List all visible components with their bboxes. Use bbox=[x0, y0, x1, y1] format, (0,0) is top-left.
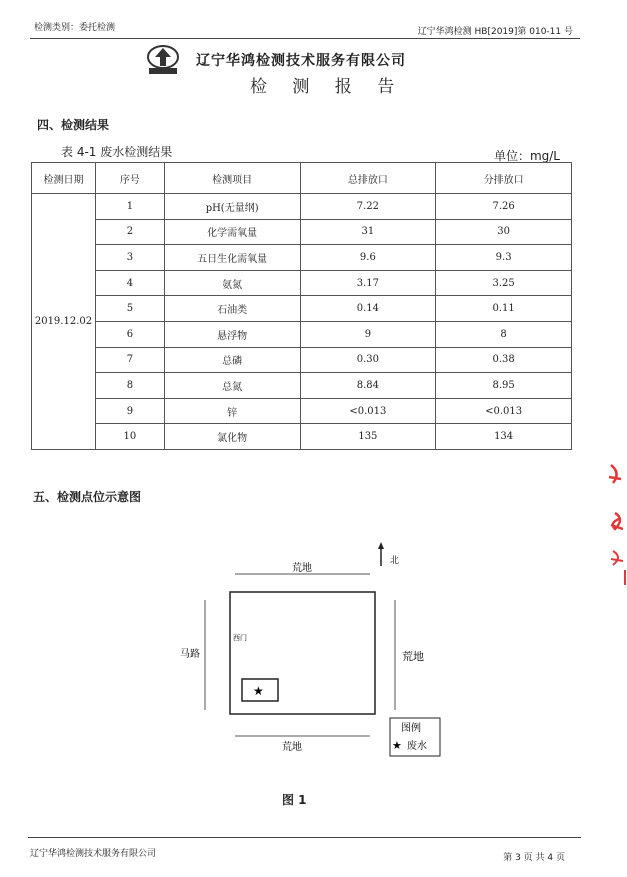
header-category: 检测类别：委托检测 bbox=[34, 23, 116, 33]
row-item: pH(无量纲) bbox=[164, 194, 300, 220]
header-report-number: 辽宁华鸿检测 HB[2019]第 010-11 号 bbox=[417, 27, 573, 37]
row-total-value: 9.6 bbox=[300, 245, 436, 271]
row-branch-value: 7.26 bbox=[436, 194, 572, 220]
sampling-location-map bbox=[160, 538, 460, 768]
row-total-value: 0.14 bbox=[300, 296, 436, 322]
left-label: 马路 bbox=[180, 649, 200, 660]
figure-caption: 图 1 bbox=[282, 793, 307, 807]
col-header-date: 检测日期 bbox=[32, 163, 96, 194]
table-row bbox=[32, 347, 572, 373]
table-row bbox=[32, 270, 572, 296]
top-label: 荒地 bbox=[292, 563, 312, 574]
col-header-item: 检测项目 bbox=[164, 163, 300, 194]
row-number: 2 bbox=[95, 219, 164, 245]
wastewater-results-table bbox=[31, 162, 572, 450]
table-row bbox=[32, 219, 572, 245]
row-item: 氯化物 bbox=[164, 424, 300, 450]
row-branch-value: 8.95 bbox=[436, 373, 572, 399]
table-row bbox=[32, 194, 572, 220]
right-label: 荒地 bbox=[402, 650, 424, 663]
company-logo-icon bbox=[145, 44, 181, 76]
row-branch-value: 8 bbox=[436, 321, 572, 347]
row-branch-value: 3.25 bbox=[436, 270, 572, 296]
footer-page-number: 第 3 页 共 4 页 bbox=[503, 853, 565, 863]
table-row bbox=[32, 321, 572, 347]
footer-divider bbox=[28, 837, 581, 838]
row-number: 4 bbox=[95, 270, 164, 296]
report-title: 检 测 报 告 bbox=[250, 77, 405, 97]
table-row bbox=[32, 296, 572, 322]
table-caption: 表 4-1 废水检测结果 bbox=[61, 145, 173, 159]
row-total-value: 31 bbox=[300, 219, 436, 245]
row-total-value: 0.30 bbox=[300, 347, 436, 373]
row-total-value: <0.013 bbox=[300, 398, 436, 424]
table-row bbox=[32, 373, 572, 399]
row-total-value: 8.84 bbox=[300, 373, 436, 399]
row-total-value: 9 bbox=[300, 321, 436, 347]
wastewater-star-icon: ★ bbox=[253, 684, 264, 698]
col-header-no: 序号 bbox=[95, 163, 164, 194]
row-branch-value: 134 bbox=[436, 424, 572, 450]
north-arrowhead-icon bbox=[378, 542, 384, 549]
row-item: 石油类 bbox=[164, 296, 300, 322]
table-row bbox=[32, 398, 572, 424]
col-header-total-outlet: 总排放口 bbox=[300, 163, 436, 194]
row-item: 氨氮 bbox=[164, 270, 300, 296]
row-number: 5 bbox=[95, 296, 164, 322]
row-total-value: 3.17 bbox=[300, 270, 436, 296]
partial-seal-stamp-icon bbox=[605, 455, 627, 585]
row-item: 总磷 bbox=[164, 347, 300, 373]
header-divider bbox=[30, 38, 580, 39]
legend-star-icon: ★ bbox=[392, 739, 402, 752]
row-number: 8 bbox=[95, 373, 164, 399]
row-branch-value: 30 bbox=[436, 219, 572, 245]
company-name: 辽宁华鸿检测技术服务有限公司 bbox=[196, 53, 406, 69]
footer-company: 辽宁华鸿检测技术服务有限公司 bbox=[30, 849, 157, 859]
row-number: 10 bbox=[95, 424, 164, 450]
row-number: 3 bbox=[95, 245, 164, 271]
gate-label: 西门 bbox=[233, 634, 247, 642]
sampling-date: 2019.12.02 bbox=[32, 194, 96, 450]
row-item: 总氮 bbox=[164, 373, 300, 399]
row-branch-value: 0.38 bbox=[436, 347, 572, 373]
row-item: 化学需氧量 bbox=[164, 219, 300, 245]
row-number: 1 bbox=[95, 194, 164, 220]
row-item: 五日生化需氧量 bbox=[164, 245, 300, 271]
table-row bbox=[32, 245, 572, 271]
row-item: 悬浮物 bbox=[164, 321, 300, 347]
row-item: 锌 bbox=[164, 398, 300, 424]
row-branch-value: <0.013 bbox=[436, 398, 572, 424]
row-number: 7 bbox=[95, 347, 164, 373]
north-label: 北 bbox=[390, 556, 400, 566]
legend-title: 图例 bbox=[401, 723, 421, 734]
table-row bbox=[32, 424, 572, 450]
row-total-value: 7.22 bbox=[300, 194, 436, 220]
section4-title: 四、检测结果 bbox=[37, 118, 110, 132]
bottom-label: 荒地 bbox=[282, 742, 302, 753]
site-boundary bbox=[230, 592, 375, 714]
col-header-branch-outlet: 分排放口 bbox=[436, 163, 572, 194]
unit-label: 单位：mg/L bbox=[493, 149, 560, 163]
row-number: 9 bbox=[95, 398, 164, 424]
table-header-row bbox=[32, 163, 572, 194]
row-branch-value: 9.3 bbox=[436, 245, 572, 271]
row-branch-value: 0.11 bbox=[436, 296, 572, 322]
row-total-value: 135 bbox=[300, 424, 436, 450]
row-number: 6 bbox=[95, 321, 164, 347]
legend-item-label: 废水 bbox=[407, 741, 427, 752]
section5-title: 五、检测点位示意图 bbox=[33, 490, 142, 504]
